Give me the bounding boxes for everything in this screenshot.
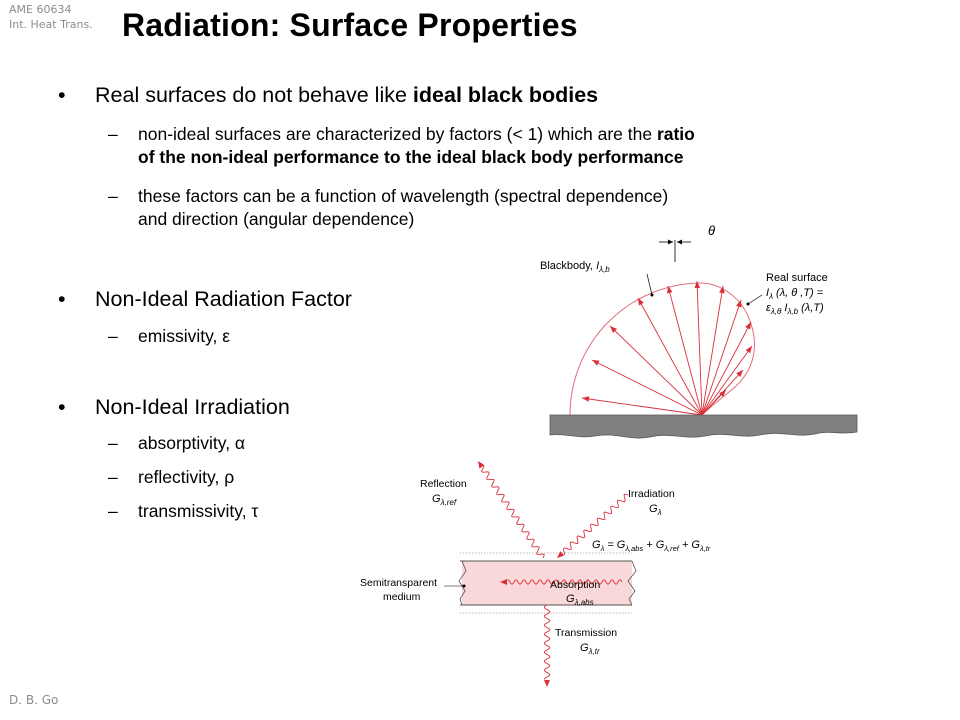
author-label: D. B. Go <box>9 693 59 707</box>
course-code: AME 60634 <box>9 3 72 16</box>
course-label <box>9 2 93 32</box>
transmission-symbol: $G_{\lambda,tr}$ <box>580 642 600 656</box>
emitting-surface <box>550 415 857 438</box>
real-surface-label: Real surface <box>766 272 828 284</box>
subbullet-line2: and direction (angular dependence) <box>138 209 415 229</box>
irradiation-balance-equation: $G_\lambda = G_{\lambda,abs} + G_{\lambda,ref} + G_{\lambda,tr}$ <box>592 539 711 553</box>
absorption-symbol: $G_{\lambda,abs}$ <box>566 593 594 607</box>
real-surface-envelope <box>702 283 754 415</box>
subbullet-text: emissivity, ε <box>138 326 231 346</box>
subbullet-text: transmissivity, τ <box>138 501 259 521</box>
blackbody-leader-dot <box>651 294 654 297</box>
course-name: Int. Heat Trans. <box>9 18 93 31</box>
subbullet-marker: – <box>108 467 118 487</box>
subbullet-text-plain: non-ideal surfaces are characterized by factors (< 1) which are the <box>138 124 657 144</box>
subbullet-marker: – <box>108 433 118 453</box>
emission-rays <box>582 281 752 415</box>
emission-ray-arrow <box>667 286 702 415</box>
emission-ray-arrow <box>702 346 752 415</box>
medium-label-line1: Semitransparent <box>360 577 438 589</box>
bullet-text-bold: ideal black bodies <box>412 83 599 107</box>
emission-ray-arrow <box>694 281 702 415</box>
bullet-marker: • <box>58 83 66 107</box>
emission-ray-arrow <box>638 298 702 415</box>
subbullet-marker: – <box>108 326 118 346</box>
real-surface-leader-line <box>748 295 762 304</box>
transmission-wave-arrow <box>544 605 550 687</box>
emission-ray-arrow <box>610 326 702 415</box>
bullet-text: Non-Ideal Radiation Factor <box>95 287 352 311</box>
irradiation-label: Irradiation <box>628 488 675 500</box>
bullet-marker: • <box>58 287 66 311</box>
blackbody-hemisphere <box>570 283 702 415</box>
subbullet-text: absorptivity, α <box>138 433 246 453</box>
real-surface-eq-line1: $I_\lambda$ (λ, θ ,T) = <box>766 287 824 301</box>
bullet-text: Non-Ideal Irradiation <box>95 395 290 419</box>
blackbody-label: Blackbody, $I_{\lambda,b}$ <box>540 260 610 274</box>
real-surface-eq-line2: $\varepsilon_{\lambda,\theta}$ $I_{\lambda,b}$ (λ,T) <box>766 302 824 316</box>
theta-indicator <box>659 223 715 262</box>
directional-emission-figure <box>540 218 880 443</box>
subbullet-text: reflectivity, ρ <box>138 467 235 487</box>
emission-ray-arrow <box>592 360 702 415</box>
subbullet-line1: these factors can be a function of wavelength (spectral dependence) <box>138 186 669 206</box>
irradiation-medium-figure <box>360 455 711 695</box>
subbullet-marker: – <box>108 124 118 144</box>
subbullet-text-bold-ratio: ratio <box>656 124 695 144</box>
irradiation-symbol: $G_\lambda$ <box>649 503 662 517</box>
theta-label: θ <box>708 223 716 238</box>
reflection-symbol: $G_{\lambda,ref}$ <box>432 493 457 507</box>
transmission-label: Transmission <box>555 627 618 639</box>
bullet-text-plain: Real surfaces do not behave like <box>95 83 413 107</box>
medium-leader-dot <box>463 585 466 588</box>
reflection-label: Reflection <box>420 478 467 490</box>
real-surface-leader-dot <box>747 303 750 306</box>
bullet-text <box>95 82 598 108</box>
emission-ray-arrow <box>702 286 725 415</box>
subbullet-marker: – <box>108 186 118 206</box>
subbullet-text <box>138 123 883 169</box>
medium-label-line2: medium <box>383 591 421 603</box>
reflection-wave-arrow <box>478 461 544 558</box>
subbullet-text-bold-ratio-cont: of the non-ideal performance to the ideal black body performance <box>138 147 684 167</box>
slide-title: Radiation: Surface Properties <box>122 7 578 43</box>
bullet-marker: • <box>58 395 66 419</box>
blackbody-leader-line <box>647 274 652 295</box>
absorption-label: Absorption <box>550 579 601 591</box>
subbullet-marker: – <box>108 501 118 521</box>
